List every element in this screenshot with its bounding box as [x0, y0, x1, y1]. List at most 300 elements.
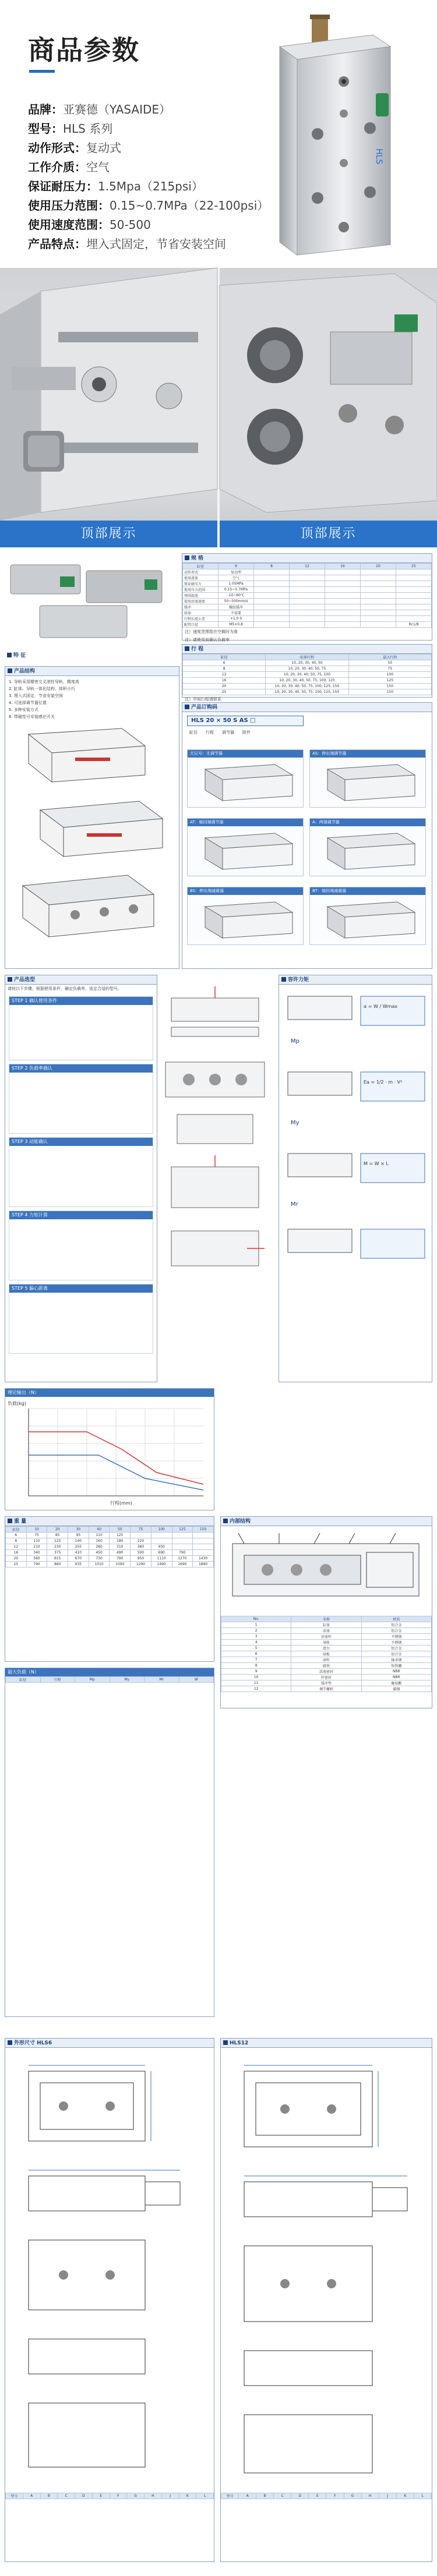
spec-table-title: 规 格	[191, 555, 204, 561]
table-row	[183, 569, 432, 575]
svg-text:HLS: HLS	[374, 148, 383, 165]
table-cell: 450	[151, 1544, 172, 1550]
ordering-option	[309, 887, 426, 945]
feature-item: 4. 可选择调节器位置	[9, 700, 47, 705]
table-cell: 1110	[151, 1556, 172, 1562]
selection-panel: 产品选型 请按以下步骤，根据使用条件，确定负载率，选定合适的型号。 STEP 1 确认使用条件 STEP 2 负载率确认 STEP 3 动能确认 STEP 4 力矩计算 STEP 5 偏心距离	[5, 975, 157, 1382]
table-cell	[172, 1544, 193, 1550]
table-cell	[290, 581, 325, 587]
table-cell	[254, 616, 290, 622]
table-row	[183, 616, 432, 622]
table-cell	[290, 575, 325, 581]
table-cell: 125	[47, 1538, 68, 1544]
column-header: C	[58, 2493, 75, 2499]
table-cell: 12	[183, 672, 266, 678]
table-header-row	[6, 1527, 214, 1533]
svg-text:α = W / Wmax: α = W / Wmax	[364, 1004, 398, 1009]
table-cell: 450	[89, 1550, 110, 1556]
internal-structure-panel: 内部结构 No. 名称 材质 1 缸体 铝合金 2 活塞 铝合金 3 活塞杆 不锈钢 4 导轨 不锈钢 5 滑台 铝合金 6 端板 铝合金 7 滚柱 轴承钢 8 磁铁 钕铁硼 9 活塞密封 NBR 10 杆密封 NBR 11 缓冲垫 聚氨酯 12 调节螺栓 碳钢	[220, 1516, 432, 1708]
table-row	[6, 1556, 214, 1562]
table-header-row	[6, 2493, 214, 2499]
structure-panel: 产品结构 1. 导轨采用精密交叉滚柱导轨，精度高 2. 缸体、导轨一体化结构，体积小巧 3. 埋入式固定，节省安装空间 4. 可选择调节器位置 5. 多种安装方式 6. 带磁性可安装感应开关	[5, 666, 179, 969]
column-header: 100	[151, 1527, 172, 1533]
table-cell: 给油	[183, 610, 218, 616]
ordering-option-drawing	[310, 895, 425, 944]
column-header: F	[326, 2493, 344, 2499]
table-cell	[325, 581, 361, 587]
column-header: 缸径	[183, 564, 218, 569]
table-cell: NBR	[361, 1669, 431, 1675]
table-cell	[254, 610, 290, 616]
selection-diagrams	[160, 975, 276, 1382]
selection-step-title: STEP 1 确认使用条件	[9, 997, 153, 1005]
table-cell: 140	[68, 1538, 89, 1544]
column-header: No.	[221, 1616, 291, 1622]
table-cell: Rc1/8	[396, 622, 432, 628]
table-cell: 铝合金	[361, 1628, 431, 1634]
title-underline	[29, 70, 55, 73]
ordering-option-drawing	[188, 758, 303, 806]
moment-panel: 容许力矩 Mp My Mr α = W / Wmax Ea = 1/2 · m · V² M = W × L	[279, 975, 432, 1382]
table-header-row	[221, 1616, 432, 1622]
table-cell	[361, 599, 396, 604]
table-cell: 端板	[291, 1651, 361, 1657]
table-cell: 缸体	[291, 1622, 361, 1628]
ordering-option	[309, 818, 426, 876]
spec-row: 使用压力范围：0.15~0.7MPa（22-100psi）	[28, 199, 269, 213]
table-cell: M5×0.8	[218, 622, 254, 628]
selection-step-title: STEP 2 负载率确认	[9, 1064, 153, 1073]
table-cell	[193, 1533, 214, 1538]
table-cell	[361, 593, 396, 599]
table-cell: 5	[221, 1646, 291, 1651]
table-cell	[325, 622, 361, 628]
table-cell: 复动型	[218, 569, 254, 575]
table-cell: 10, 20, 30, 40, 50	[266, 660, 348, 666]
table-cell	[254, 604, 290, 610]
selection-step	[9, 1284, 153, 1354]
selection-step	[9, 1137, 153, 1207]
table-row	[221, 1663, 432, 1669]
table-cell	[254, 569, 290, 575]
ordering-option-label: BT：缩回端减震器	[310, 887, 425, 895]
svg-text:My: My	[291, 1120, 299, 1126]
spec-list	[28, 100, 269, 254]
table-cell: 20	[6, 1556, 27, 1562]
column-header: G	[127, 2493, 145, 2499]
selection-steps	[5, 996, 157, 1354]
column-header: K	[396, 2493, 414, 2499]
table-cell	[254, 581, 290, 587]
column-header: 型号	[6, 2493, 23, 2499]
table-cell	[361, 610, 396, 616]
table-cell: 950	[131, 1556, 151, 1562]
table-cell	[254, 575, 290, 581]
table-cell	[361, 616, 396, 622]
ordering-option-drawing	[188, 895, 303, 944]
stroke-table	[182, 654, 432, 695]
ordering-label: 附件	[242, 730, 251, 735]
dimension-table-right	[221, 2493, 432, 2499]
table-cell	[325, 616, 361, 622]
column-header: D	[291, 2493, 309, 2499]
table-cell: 杆密封	[291, 1675, 361, 1680]
feature-item: 1. 导轨采用精密交叉滚柱导轨，精度高	[9, 680, 79, 684]
column-header: J	[379, 2493, 396, 2499]
ordering-option-label: AS：伸出端调节器	[310, 750, 425, 758]
table-header-row	[221, 2493, 432, 2499]
table-cell: 不锈钢	[361, 1640, 431, 1646]
product-image-cylinder	[256, 12, 402, 256]
photo-showcase	[0, 268, 437, 547]
table-cell: 1690	[172, 1562, 193, 1567]
table-row	[183, 593, 432, 599]
table-cell: 活塞密封	[291, 1669, 361, 1675]
column-header: A	[239, 2493, 256, 2499]
table-row	[221, 1657, 432, 1663]
table-cell: 12	[6, 1544, 27, 1550]
column-header: 型号	[221, 2493, 239, 2499]
table-cell: 导轨	[291, 1640, 361, 1646]
table-cell: 保证耐压力	[183, 581, 218, 587]
column-header: Mr	[145, 1677, 179, 1683]
ordering-code: HLS 20 × 50 S AS □	[187, 716, 304, 726]
table-cell: 150	[348, 684, 431, 689]
table-cell: 8	[183, 666, 266, 672]
table-cell	[396, 599, 432, 604]
table-cell: 1090	[110, 1562, 131, 1567]
table-row	[183, 689, 432, 695]
svg-text:负载(kg): 负载(kg)	[8, 1401, 26, 1406]
stroke-table-panel: 行 程 缸径 标准行程 最大行程 6 10, 20, 30, 40, 50 50 8 10, 20, 30, 40, 50, 75 75 12 10, 20, 30, 40, 50, 75, 100 100 16 10, 20, 30, 40, 50, 75, 100, 125 125 20 10, 20, 30, 40, 50, 75, 100, 125, 150 150 25 10, 20, 30, 40, 50, 75, 100, 125, 150 150 注）中间行程请联系	[182, 644, 432, 698]
table-cell: 16	[183, 678, 266, 684]
table-cell	[396, 575, 432, 581]
column-header: C	[274, 2493, 291, 2499]
table-cell: 75	[348, 666, 431, 672]
table-cell: 10, 20, 30, 40, 50, 75, 100, 125, 150	[266, 689, 348, 695]
column-header: 25	[396, 564, 432, 569]
table-cell	[325, 569, 361, 575]
table-row	[6, 1550, 214, 1556]
column-header: 50	[110, 1527, 131, 1533]
table-cell: 6	[183, 660, 266, 666]
column-header: 12	[290, 564, 325, 569]
table-cell: 50~500mm/s	[218, 599, 254, 604]
table-cell: 使用活塞速度	[183, 599, 218, 604]
column-header: 6	[218, 564, 254, 569]
ordering-option-label: A：两端调节器	[310, 819, 425, 826]
column-header: J	[161, 2493, 179, 2499]
column-header: 行程	[40, 1677, 75, 1683]
table-row	[6, 1538, 214, 1544]
table-cell: 1290	[131, 1562, 151, 1567]
table-cell	[172, 1538, 193, 1544]
table-cell: 1.05MPa	[218, 581, 254, 587]
features-strip: 特 征	[5, 651, 179, 660]
table-cell: 不锈钢	[361, 1634, 431, 1640]
column-header: 材质	[361, 1616, 431, 1622]
dimension-table-left	[5, 2493, 214, 2499]
column-header: G	[344, 2493, 361, 2499]
spec-row: 工作介质：空气	[28, 160, 110, 174]
photo-caption: 顶部展示	[220, 521, 437, 547]
table-cell	[151, 1538, 172, 1544]
photo-caption: 顶部展示	[0, 521, 217, 547]
table-cell: 1270	[172, 1556, 193, 1562]
table-cell: 10, 20, 30, 40, 50, 75	[266, 666, 348, 672]
table-cell: 活塞	[291, 1628, 361, 1634]
table-cell: 1	[221, 1622, 291, 1628]
table-cell: 615	[47, 1556, 68, 1562]
table-cell: 100	[348, 672, 431, 678]
spec-row: 保证耐压力：1.5Mpa（215psi）	[28, 179, 203, 193]
table-cell: 1010	[89, 1562, 110, 1567]
table-cell: 11	[221, 1680, 291, 1686]
selection-step	[9, 996, 153, 1060]
column-header: B	[40, 2493, 58, 2499]
ordering-label: 缸径	[189, 730, 198, 735]
table-cell: 铝合金	[361, 1651, 431, 1657]
table-cell	[396, 569, 432, 575]
dimensions-left-panel: 外形尺寸 HLS6 型号 A B C D E F G H J K L	[5, 2038, 214, 2562]
table-row	[221, 1634, 432, 1640]
table-cell	[151, 1533, 172, 1538]
table-cell: 690	[151, 1550, 172, 1556]
svg-text:Mp: Mp	[291, 1038, 299, 1045]
table-row	[183, 575, 432, 581]
table-cell: 磁铁	[291, 1663, 361, 1669]
product-header	[0, 0, 437, 268]
table-row	[183, 581, 432, 587]
table-cell: 橡胶缓冲	[218, 604, 254, 610]
table-cell	[396, 610, 432, 616]
table-cell	[361, 581, 396, 587]
column-header: 标准行程	[266, 654, 348, 660]
ordering-option-label: 无记号：无调节器	[188, 750, 303, 758]
column-header: 150	[193, 1527, 214, 1533]
table-header-row	[183, 654, 432, 660]
table-cell	[290, 622, 325, 628]
dimension-drawing-left	[5, 2048, 214, 2490]
table-cell: 180	[110, 1538, 131, 1544]
table-row	[221, 1640, 432, 1646]
column-header: F	[110, 2493, 127, 2499]
column-header: 缸径	[183, 654, 266, 660]
ordering-code-panel: 产品订购码 HLS 20 × 50 S AS □ 缸径 行程 调节器 附件 无记号：无调节器 AS：伸出端调节器 AT：缩回端调节器 A：两端调节器 BS：伸出端减震器 BT：缩回端减震器	[182, 702, 432, 969]
selection-step	[9, 1064, 153, 1134]
table-cell	[254, 593, 290, 599]
selection-step	[9, 1211, 153, 1280]
table-cell	[254, 622, 290, 628]
table-cell	[325, 587, 361, 593]
table-cell: 12	[221, 1686, 291, 1692]
spec-row: 产品特点：埋入式固定，节省安装空间	[28, 237, 226, 251]
column-header: H	[145, 2493, 162, 2499]
column-header: 8	[254, 564, 290, 569]
table-row	[221, 1686, 432, 1692]
table-row	[183, 599, 432, 604]
table-cell	[254, 599, 290, 604]
table-cell: 1890	[193, 1562, 214, 1567]
table-cell: 380	[131, 1544, 151, 1550]
table-cell: 8	[6, 1538, 27, 1544]
table-cell: 150	[348, 689, 431, 695]
table-cell	[361, 575, 396, 581]
spec-row: 使用速度范围：50-500	[28, 218, 151, 232]
table-cell: 50	[348, 660, 431, 666]
table-cell: 4	[221, 1640, 291, 1646]
ordering-option	[187, 887, 304, 945]
column-header: 最大行程	[348, 654, 431, 660]
ordering-labels	[189, 730, 432, 735]
column-header: H	[361, 2493, 379, 2499]
table-cell: 790	[26, 1562, 47, 1567]
table-cell	[361, 587, 396, 593]
table-cell: 25	[6, 1562, 27, 1567]
table-cell	[325, 604, 361, 610]
table-row	[6, 1544, 214, 1550]
column-header: E	[92, 2493, 110, 2499]
table-cell: 碳钢	[361, 1686, 431, 1692]
svg-text:行程(mm): 行程(mm)	[110, 1501, 132, 1506]
section-drawing	[221, 1526, 432, 1613]
table-cell: 空气	[218, 575, 254, 581]
column-header: B	[256, 2493, 274, 2499]
table-cell	[325, 593, 361, 599]
photo-right	[220, 268, 437, 547]
table-cell: 滑台	[291, 1646, 361, 1651]
feature-item: 5. 多种安装方式	[9, 707, 38, 712]
column-header: My	[110, 1677, 145, 1683]
load-table-panel: 最大负载（N） 缸径 行程 Mp My Mr W	[5, 1668, 214, 2017]
table-cell: 230	[47, 1544, 68, 1550]
table-row	[183, 610, 432, 616]
table-cell	[361, 569, 396, 575]
table-cell: 790	[172, 1550, 193, 1556]
weight-table-panel: 重 量 缸径 10 20 30 40 50 75 100 125 150 6 75 85 95 110 125 8 110 125 140 160 180 220 12 210 230 255 280 310 380 450 16 340 375 410 450 490 590 690 790 20 560 615 670 730 790 950 1110 1270 1430 25 790 860 935 1010 1090 1290 1490 1690 1890	[5, 1516, 214, 1662]
feature-item: 6. 带磁性可安装感应开关	[9, 714, 55, 719]
table-cell	[290, 569, 325, 575]
output-graph-panel: 理论输出（N） 行程(mm) 负载(kg)	[5, 1388, 214, 1510]
table-cell	[290, 604, 325, 610]
table-cell: 125	[110, 1533, 131, 1538]
table-cell	[361, 622, 396, 628]
ordering-option-drawing	[310, 826, 425, 875]
table-cell	[396, 587, 432, 593]
table-cell: 10, 20, 30, 40, 50, 75, 100, 125, 150	[266, 684, 348, 689]
ordering-label: 调节器	[222, 730, 234, 735]
table-cell: 10, 20, 30, 40, 50, 75, 100, 125	[266, 678, 348, 684]
table-row	[183, 604, 432, 610]
ordering-option	[187, 749, 304, 808]
spec-table-panel: 规 格 缸径 6 8 12 16 20 25 动作形式 复动型 使用流体 空气 保证耐压力 1.05MPa 使用压力范围 0.15~0.7MPa 周围温度 -10~60℃ 使用活塞速度 50~500mm/s 缓冲 橡胶缓冲 给油 不需要 行程长度公差 +1.0 0 配管口径 M5×0.8 Rc1/8 注）速度范围指在空载时为准 注）请使用前确认负载率	[182, 553, 432, 641]
table-cell: 310	[110, 1544, 131, 1550]
column-header: 20	[47, 1527, 68, 1533]
column-header: 40	[89, 1527, 110, 1533]
table-row	[221, 1675, 432, 1680]
table-cell: 10	[221, 1675, 291, 1680]
table-cell: 使用压力范围	[183, 587, 218, 593]
table-cell: 使用流体	[183, 575, 218, 581]
table-row	[221, 1646, 432, 1651]
weight-table	[5, 1526, 214, 1567]
load-table	[5, 1676, 214, 1683]
page-title: 商品参数	[28, 34, 140, 66]
table-cell	[193, 1538, 214, 1544]
table-cell	[396, 581, 432, 587]
ordering-option-label: AT：缩回端调节器	[188, 819, 303, 826]
table-cell: 铝合金	[361, 1622, 431, 1628]
ordering-option-drawing	[188, 826, 303, 875]
cylinder-adjuster-image	[220, 268, 437, 521]
column-header: 75	[131, 1527, 151, 1533]
table-cell: 动作形式	[183, 569, 218, 575]
table-cell: 25	[183, 689, 266, 695]
table-cell: 210	[26, 1544, 47, 1550]
column-header: 125	[172, 1527, 193, 1533]
table-cell	[131, 1533, 151, 1538]
column-header: D	[75, 2493, 93, 2499]
table-cell: 0.15~0.7MPa	[218, 587, 254, 593]
table-cell: 铝合金	[361, 1646, 431, 1651]
table-cell: 不需要	[218, 610, 254, 616]
table-row	[221, 1651, 432, 1657]
table-cell: 轴承钢	[361, 1657, 431, 1663]
table-cell: 790	[110, 1556, 131, 1562]
table-cell: 3	[221, 1634, 291, 1640]
table-cell	[325, 575, 361, 581]
table-row	[6, 1562, 214, 1567]
ordering-label: 行程	[206, 730, 214, 735]
dimension-drawing-right	[221, 2048, 432, 2490]
table-row	[183, 666, 432, 672]
table-cell: +1.0 0	[218, 616, 254, 622]
table-cell: NBR	[361, 1675, 431, 1680]
table-cell: 10, 20, 30, 40, 50, 75, 100	[266, 672, 348, 678]
column-header: 名称	[291, 1616, 361, 1622]
table-cell: 聚氨酯	[361, 1680, 431, 1686]
ordering-option-label: BS：伸出端减震器	[188, 887, 303, 895]
table-cell: 935	[68, 1562, 89, 1567]
column-header: L	[414, 2493, 431, 2499]
table-row	[221, 1622, 432, 1628]
table-row	[6, 1533, 214, 1538]
spec-table	[182, 563, 432, 628]
table-cell: 20	[183, 684, 266, 689]
table-row	[183, 622, 432, 628]
table-cell: 560	[26, 1556, 47, 1562]
table-cell: 410	[68, 1550, 89, 1556]
table-row	[221, 1680, 432, 1686]
dimensions-right-panel: HLS12 型号 A B C D E F G H J K L	[220, 2038, 432, 2562]
table-row	[183, 587, 432, 593]
column-header: K	[179, 2493, 196, 2499]
spec-row: 型号：HLS 系列	[28, 122, 113, 136]
catalog-sheet	[0, 547, 437, 2576]
table-cell: 6	[6, 1533, 27, 1538]
table-cell: 配管口径	[183, 622, 218, 628]
table-cell: 590	[131, 1550, 151, 1556]
table-cell	[290, 616, 325, 622]
table-cell: 滚柱	[291, 1657, 361, 1663]
column-header: 缸径	[6, 1527, 27, 1533]
table-cell: 调节螺栓	[291, 1686, 361, 1692]
table-cell: 7	[221, 1657, 291, 1663]
column-header: E	[309, 2493, 326, 2499]
table-cell: 110	[89, 1533, 110, 1538]
table-header-row	[6, 1677, 214, 1683]
table-cell: 95	[68, 1533, 89, 1538]
